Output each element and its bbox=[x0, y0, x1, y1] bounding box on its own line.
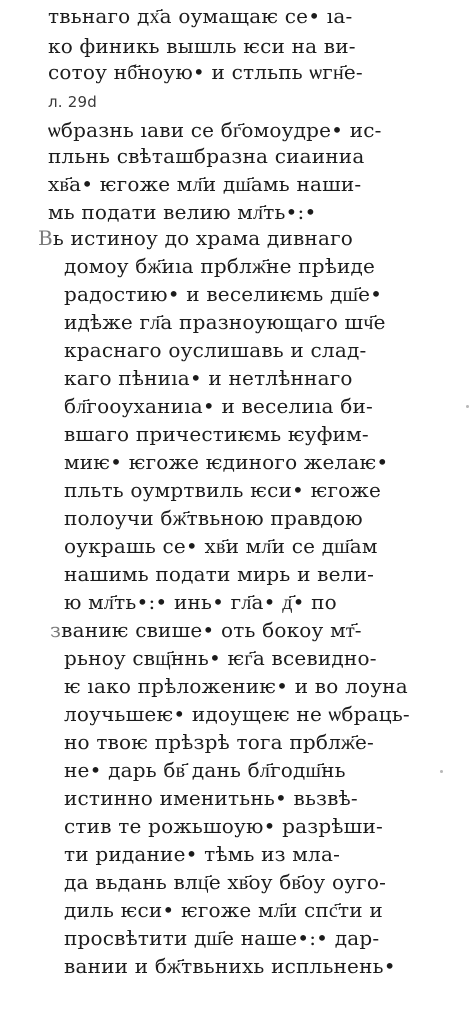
initial-letter: з bbox=[50, 618, 62, 642]
scan-speck bbox=[440, 770, 443, 773]
text-line-rest: ваниѥ свише• оть бокоу мт҃- bbox=[61, 618, 362, 642]
text-line-rest: ь истиноу до храма дивнаго bbox=[52, 226, 354, 250]
text-line: да вьдань влц҃е хв҃оу бв҃оу оуго- bbox=[64, 870, 387, 894]
text-line: полоучи бж҃твьною правдою bbox=[64, 506, 363, 530]
folio-marker: л. 29d bbox=[48, 93, 97, 111]
text-line: идѣже гл҃а празноующаго шч҃е bbox=[64, 310, 386, 334]
text-line: миѥ• ѥгоже ѥдиного желаѥ• bbox=[64, 450, 389, 474]
text-line: домоу бж҃иıа прблж҃не прѣиде bbox=[64, 254, 376, 278]
text-line: хв҃а• ѥгоже мл҃и дш҃амь наши- bbox=[48, 172, 362, 196]
text-line: бл҃гооуханиıа• и веселиıа би- bbox=[64, 394, 373, 418]
text-line: нашимь подати мирь и вели- bbox=[64, 562, 375, 586]
section-first-line bbox=[50, 618, 362, 642]
text-line: мь подати велию мл҃ть•:• bbox=[48, 200, 317, 224]
text-line: радостию• и веселиѥмь дш҃е• bbox=[64, 282, 383, 306]
section-first-line bbox=[38, 226, 353, 250]
text-line: пльть оумртвиль ѥси• ѥгоже bbox=[64, 478, 382, 502]
text-line: истинно именитьнь• вьзвѣ- bbox=[64, 786, 358, 810]
text-line: но твоѥ прѣзрѣ тога прблж҃е- bbox=[64, 730, 375, 754]
text-line: сотоу нб҃ноую• и стльпь ѡгн҃е- bbox=[48, 60, 363, 84]
initial-letter: В bbox=[38, 226, 53, 250]
text-line: диль ѥси• ѥгоже мл҃и спс҃ти и bbox=[64, 898, 383, 922]
text-line: стив те рожьшоую• разрѣши- bbox=[64, 814, 383, 838]
text-line: ю мл҃ть•:• инь• гл҃а• д҃• по bbox=[64, 590, 337, 614]
text-line: ѡбразнь ıави се бг҃омоудре• ис- bbox=[48, 118, 382, 142]
text-line: вании и бж҃твьнихь испльнень• bbox=[64, 954, 396, 978]
text-line: лоучьшеѥ• идоущеѥ не ѡбраць- bbox=[64, 702, 410, 726]
text-line: вшаго причестиѥмь ѥуфим- bbox=[64, 422, 369, 446]
scan-speck bbox=[466, 405, 469, 408]
text-line: краснаго оуслишавь и слад- bbox=[64, 338, 367, 362]
text-line: оукрашь се• хв҃и мл҃и се дш҃ам bbox=[64, 534, 378, 558]
text-line: просвѣтити дш҃е наше•:• дар- bbox=[64, 926, 380, 950]
text-line: ти ридание• тѣмь из мла- bbox=[64, 842, 341, 866]
text-line: пльнь свѣташбразна сиаиниа bbox=[48, 144, 365, 168]
text-line: рьноу свщ҃ннь• ѥг҃а всевидно- bbox=[64, 646, 377, 670]
text-line: каго пѣниıа• и нетлѣннаго bbox=[64, 366, 353, 390]
text-line: не• дарь бв҃ дань бл҃годш҃нь bbox=[64, 758, 346, 782]
text-line: ѥ ıако прѣложениѥ• и во лоуна bbox=[64, 674, 408, 698]
text-line: твьнаго дх҃а оумащаѥ се• ıа- bbox=[48, 4, 353, 28]
text-line: ко финикь вышль ѥси на ви- bbox=[48, 34, 356, 58]
